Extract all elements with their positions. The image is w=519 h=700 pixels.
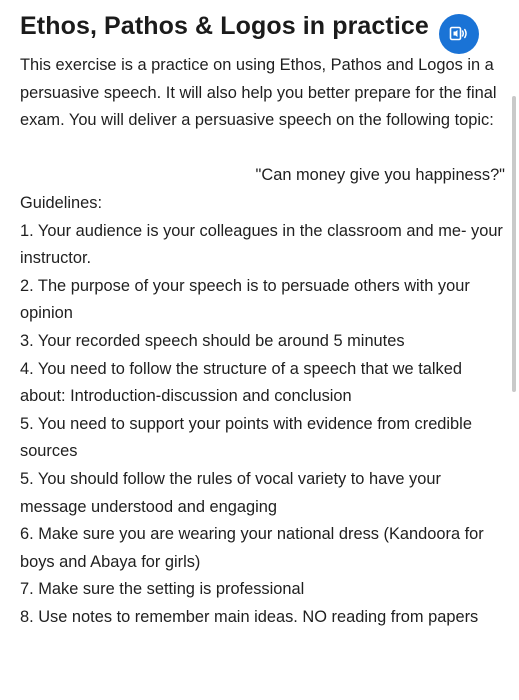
guideline-item: 5. You need to support your points with evidence from credible sources — [20, 414, 472, 461]
assignment-body — [20, 52, 505, 631]
vertical-scrollbar[interactable] — [512, 96, 516, 392]
guidelines-list — [20, 218, 505, 632]
guideline-item: 5. You should follow the rules of vocal variety to have your message understood and engaging — [20, 469, 441, 516]
audio-button[interactable] — [439, 14, 479, 54]
guideline-item: 8. Use notes to remember main ideas. NO reading from papers — [20, 607, 479, 626]
guideline-item: 6. Make sure you are wearing your national dress (Kandoora for boys and Abaya for girls) — [20, 525, 484, 571]
guideline-item: 4. You need to follow the structure of a speech that we talked about: Introduction-discussion and conclusion — [20, 359, 462, 406]
speaker-audio-icon — [449, 26, 469, 42]
guideline-item: 2. The purpose of your speech is to persuade others with your opinion — [20, 276, 470, 323]
page-header — [20, 10, 490, 50]
guideline-item: 7. Make sure the setting is professional — [20, 580, 305, 599]
page-title: Ethos, Pathos & Logos in practice — [20, 12, 429, 40]
guidelines-heading: Guidelines: — [20, 193, 103, 212]
guideline-item: 1. Your audience is your colleagues in the classroom and me- your instructor. — [20, 221, 503, 268]
guideline-item: 3. Your recorded speech should be around 5 minutes — [20, 331, 405, 350]
intro-paragraph: This exercise is a practice on using Ethos, Pathos and Logos in a persuasive speech. It will also help you better prepare for the final exam. You will deliver a persuasive speech on the following topic: — [20, 56, 497, 130]
speech-topic: "Can money give you happiness?" — [255, 166, 505, 185]
